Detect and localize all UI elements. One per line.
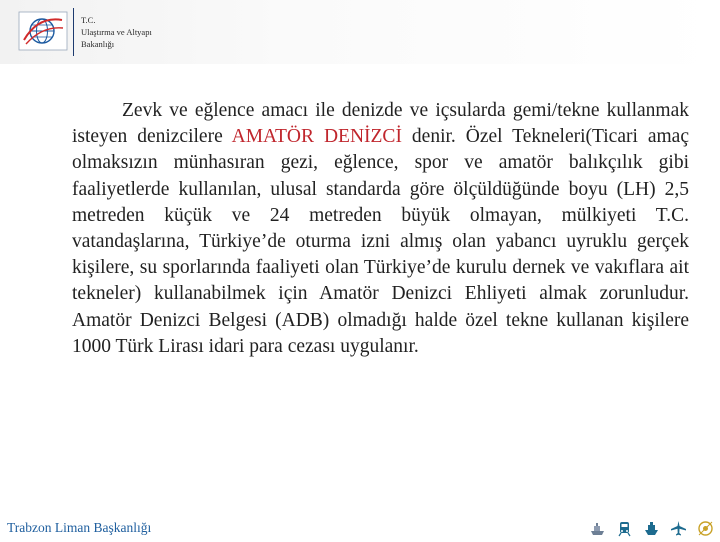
plane-icon — [670, 520, 687, 537]
org-line-2: Ulaştırma ve Altyapı — [81, 27, 152, 37]
ferry-icon — [643, 520, 660, 537]
org-line-3: Bakanlığı — [81, 39, 115, 49]
paragraph-text-part2: denir. Özel Tekneleri(Ticari amaç olmaksızın münhasıran gezi, eğlence, spor ve amatör balıkçılık gibi faaliyetlerde kullanılan, ulusal standarda göre ölçüldüğünde boyu (LH) 2,5 metreden küçük ve 24 metreden büyük olmayan, mülkiyeti T.C. vatandaşlarına, Türkiye’de oturma izni almış olan yabancı uyruklu gerçek kişilere, su sporlarında faaliyeti olan Türkiye’de kurulu dernek ve vakıflara ait tekneler) kullanabilmek için Amatör Denizci Ehliyeti almak zorunludur. Amatör Denizci Belgesi (ADB) olmadığı halde özel tekne kullanan kişilere 1000 Türk Lirası idari para cezası uygulanır. — [72, 126, 689, 357]
org-line-1: T.C. — [81, 15, 96, 25]
ministry-logo-icon — [18, 10, 68, 52]
highlight-term: AMATÖR DENİZCİ — [231, 126, 402, 148]
header-bar — [0, 0, 720, 64]
train-icon — [616, 520, 633, 537]
header-divider — [73, 8, 74, 56]
ship-icon — [589, 520, 606, 537]
organization-name — [81, 14, 152, 50]
footer-icons — [589, 520, 714, 537]
satellite-icon — [697, 520, 714, 537]
main-paragraph — [72, 98, 689, 360]
footer-title: Trabzon Liman Başkanlığı — [7, 520, 152, 535]
paragraph-text-part1: Zevk ve eğlence amacı ile denizde ve içsularda gemi/tekne kullanmak isteyen denizcilere — [72, 100, 689, 148]
